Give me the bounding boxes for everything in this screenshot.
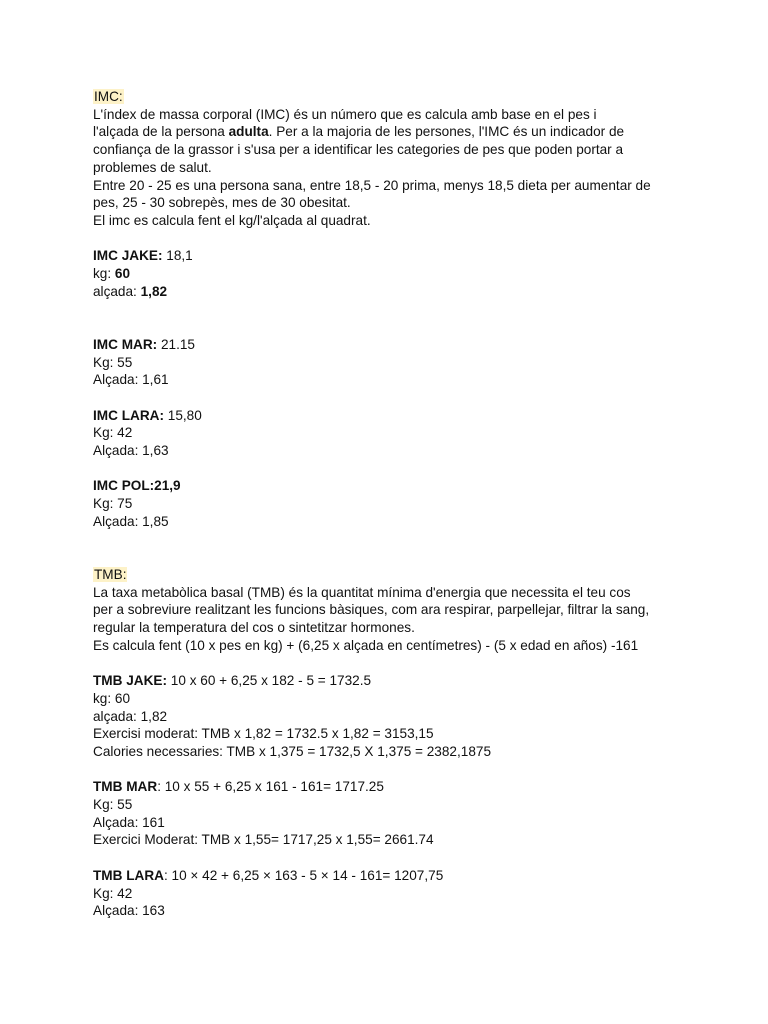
tmb-heading: TMB:: [94, 566, 127, 582]
imc-pol-line: [93, 477, 693, 495]
tmb-jake-detail: kg: 60: [93, 690, 131, 706]
imc-intro-text: l'alçada de la persona: [93, 124, 229, 140]
imc-jake-label: IMC JAKE:: [93, 248, 163, 264]
imc-lara-kg: Kg: 42: [93, 425, 133, 441]
height-value: 1,82: [140, 283, 168, 299]
imc-intro-text: problemes de salut.: [93, 159, 212, 175]
tmb-lara-line: [93, 867, 693, 885]
kg-label: kg:: [93, 266, 115, 282]
imc-intro-text: . Per a la majoria de les persones, l'IMC és un indicador de: [268, 124, 625, 140]
tmb-jake-label: TMB JAKE:: [93, 673, 168, 689]
imc-jake-kg: [93, 265, 693, 283]
tmb-intro-line: regular la temperatura del cos o sintetitzar hormones.: [93, 620, 415, 636]
imc-heading: IMC:: [94, 89, 123, 104]
tmb-jake-line: [93, 672, 693, 690]
imc-mar-line: [93, 336, 693, 354]
imc-intro-text: El imc es calcula fent el kg/l'alçada al quadrat.: [93, 212, 371, 228]
imc-intro-line: [93, 177, 693, 195]
tmb-mar-label: TMB MAR: [93, 779, 158, 795]
imc-pol-height: Alçada: 1,85: [93, 513, 169, 529]
tmb-jake-detail: Calories necessaries: TMB x 1,375 = 1732,5 X 1,375 = 2382,1875: [93, 743, 492, 759]
imc-intro-line: [93, 141, 693, 159]
imc-intro-text: pes, 25 - 30 sobrepès, mes de 30 obesitat.: [93, 195, 351, 211]
tmb-intro-line: La taxa metabòlica basal (TMB) és la quantitat mínima d'energia que necessita el teu cos: [93, 584, 631, 600]
tmb-mar-detail: Alçada: 161: [93, 814, 165, 830]
tmb-intro-line: Es calcula fent (10 x pes en kg) + (6,25 x alçada en centímetres) - (5 x edad en años) -161: [93, 637, 639, 653]
imc-jake-height: [93, 283, 693, 301]
tmb-jake-detail: Exercisi moderat: TMB x 1,82 = 1732.5 x 1,82 = 3153,15: [93, 726, 434, 742]
kg-value: 60: [114, 266, 131, 282]
imc-intro-line: [93, 159, 693, 177]
imc-mar-kg: Kg: 55: [93, 354, 133, 370]
document-body: [93, 88, 693, 920]
tmb-mar-formula: : 10 x 55 + 6,25 x 161 - 161= 1717.25: [157, 779, 384, 795]
imc-lara-value: 15,80: [163, 407, 202, 423]
tmb-lara-detail: Alçada: 163: [93, 903, 165, 919]
tmb-lara-label: TMB LARA: [93, 867, 164, 883]
tmb-intro-line: per a sobreviure realitzant les funcions bàsiques, com ara respirar, parpellejar, filtrar la sang,: [93, 602, 650, 618]
imc-intro-text: confiança de la grassor i s'usa per a identificar les categories de pes que poden portar a: [93, 142, 624, 158]
height-label: alçada:: [93, 283, 141, 299]
imc-mar-value: 21.15: [157, 336, 195, 352]
tmb-mar-detail: Kg: 55: [93, 797, 133, 813]
imc-mar-height: Alçada: 1,61: [93, 372, 169, 388]
imc-intro-bold: adulta: [228, 124, 269, 140]
imc-lara-height: Alçada: 1,63: [93, 443, 169, 459]
tmb-jake-detail: alçada: 1,82: [93, 708, 168, 724]
tmb-heading-line: [93, 566, 693, 584]
imc-intro-line: [93, 212, 693, 230]
imc-intro-line: [93, 106, 693, 124]
tmb-lara-detail: Kg: 42: [93, 885, 133, 901]
tmb-mar-line: [93, 778, 693, 796]
imc-pol-label: IMC POL:21,9: [93, 478, 181, 494]
imc-intro-line: [93, 194, 693, 212]
tmb-lara-formula: : 10 × 42 + 6,25 × 163 - 5 × 14 - 161= 1207,75: [163, 867, 444, 883]
imc-lara-label: IMC LARA:: [93, 407, 164, 423]
imc-jake-line: [93, 247, 693, 265]
imc-intro-text: L'índex de massa corporal (IMC) és un número que es calcula amb base en el pes i: [93, 106, 597, 122]
imc-jake-value: 18,1: [162, 248, 193, 264]
imc-lara-line: [93, 407, 693, 425]
imc-heading-line: [93, 88, 693, 106]
imc-intro-text: Entre 20 - 25 es una persona sana, entre 18,5 - 20 prima, menys 18,5 dieta per aumentar de: [93, 177, 651, 193]
imc-mar-label: IMC MAR:: [93, 336, 158, 352]
imc-pol-kg: Kg: 75: [93, 496, 133, 512]
imc-intro-line: [93, 123, 693, 141]
tmb-mar-detail: Exercici Moderat: TMB x 1,55= 1717,25 x 1,55= 2661.74: [93, 832, 434, 848]
tmb-jake-formula: 10 x 60 + 6,25 x 182 - 5 = 1732.5: [167, 673, 372, 689]
